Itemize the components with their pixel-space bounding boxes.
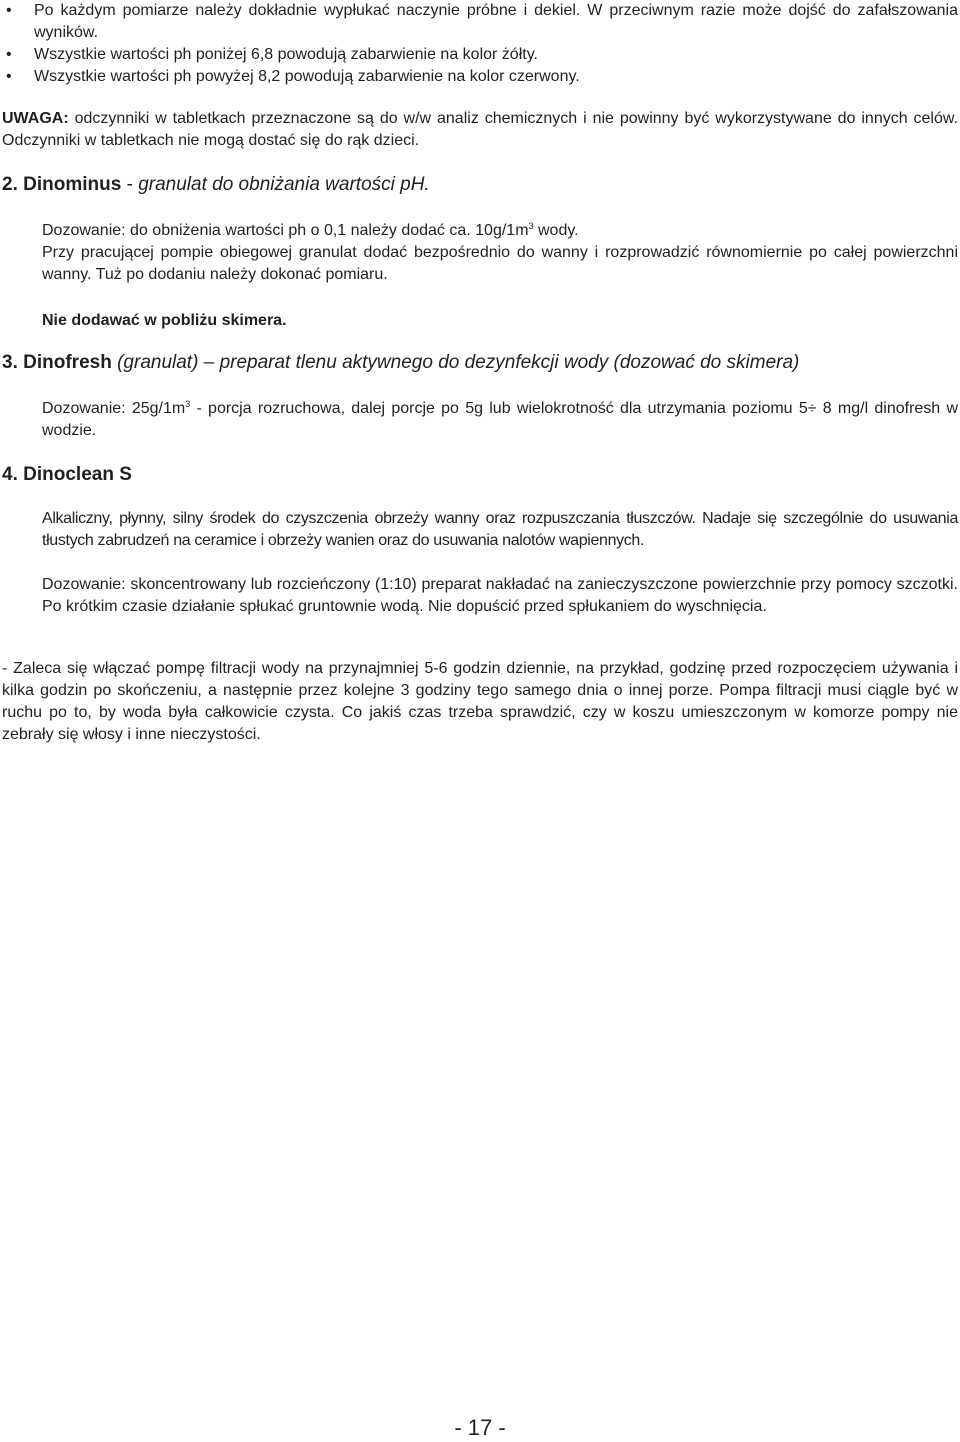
product-name-dinofresh: Dinofresh	[17, 352, 112, 373]
warning-label: UWAGA:	[2, 110, 69, 127]
product-name-dinoclean: Dinoclean S	[17, 464, 132, 485]
list-item: • Wszystkie wartości ph poniżej 6,8 powodują zabarwienie na kolor żółty.	[0, 44, 958, 66]
list-item: • Po każdym pomiarze należy dokładnie wypłukać naczynie próbne i dekiel. W przeciwnym razie może dojść do zafałszowania wyników.	[6, 2, 958, 41]
section-3-heading: 3. Dinofresh (granulat) – preparat tlenu aktywnego do dezynfekcji wody (dozować do skimera)	[2, 352, 800, 373]
section-4-dosing: Dozowanie: skoncentrowany lub rozcieńczony (1:10) preparat nakładać na zanieczyszczone powierzchnie przy pomocy szczotki. Po krótkim czasie działanie spłukać gruntownie wodą. Nie dopuścić przed spłukaniem do wyschnięcia.	[42, 576, 958, 615]
section-4-heading: 4. Dinoclean S	[2, 464, 132, 485]
section-2-dosing: Dozowanie: do obniżenia wartości ph o 0,1 należy dodać ca. $10g/1m^3$ wody.	[42, 221, 579, 239]
section-2-heading: 2. Dinominus - granulat do obniżania wartości pH.	[2, 174, 430, 195]
section-2-note: Nie dodawać w pobliżu skimera.	[42, 312, 287, 329]
filtration-note: - Zaleca się włączać pompę filtracji wody na przynajmniej 5-6 godzin dziennie, na przykład, godzinę przed rozpoczęciem używania i kilka godzin po skończeniu, a następnie przez kolejne 3 godziny tego samego dnia o innej porze. Pompa filtracji musi ciągle być w ruchu po to, by woda była całkowicie czysta. Co jakiś czas trzeba sprawdzić, czy w koszu umieszczonym w komorze pompy nie zebrały się włosy i inne nieczystości.	[2, 660, 958, 743]
page-number: - 17 -	[454, 1415, 506, 1440]
list-item: • Wszystkie wartości ph powyżej 8,2 powodują zabarwienie na kolor czerwony.	[0, 66, 958, 88]
section-2-instructions: Przy pracującej pompie obiegowej granulat dodać bezpośrednio do wanny i rozprowadzić równomiernie po całej powierzchni wanny. Tuż po dodaniu należy dokonać pomiaru.	[42, 244, 958, 283]
bullet-icon: •	[6, 46, 12, 63]
section-3-dosing: Dozowanie: $25g/1m^3$ - porcja rozruchowa, dalej porcje po 5g lub wielokrotność dla utrzymania poziomu 5÷ 8 mg/l dinofresh w wodzie.	[42, 399, 958, 439]
warning-paragraph: UWAGA: odczynniki w tabletkach przeznaczone są do w/w analiz chemicznych i nie powinny być wykorzystywane do innych celów. Odczynniki w tabletkach nie mogą dostać się do rąk dzieci.	[2, 110, 958, 149]
bullet-icon: •	[6, 2, 12, 19]
bullet-icon: •	[6, 68, 12, 85]
ph-notes-list	[0, 0, 958, 88]
section-4-description: Alkaliczny, płynny, silny środek do czyszczenia obrzeży wanny oraz rozpuszczania tłuszczów. Nadaje się szczególnie do usuwania tłustych zabrudzeń na ceramice i obrzeży wanien oraz do usuwania nalotów wapiennych.	[42, 510, 958, 549]
product-name-dinominus: Dinominus	[17, 174, 122, 195]
